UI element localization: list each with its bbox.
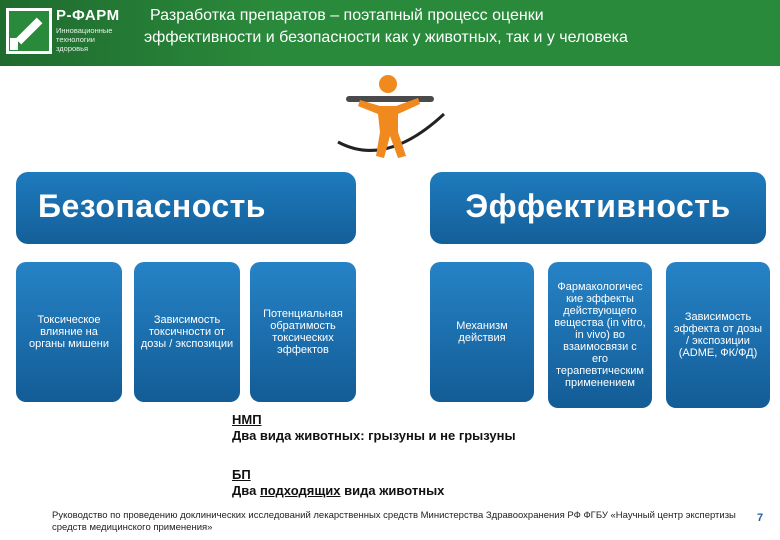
page-title (138, 5, 768, 49)
safety-item-target-organs: Токсическое влияние на органы мишени (16, 262, 122, 402)
header-bar (0, 0, 780, 66)
nmp-note (232, 412, 516, 444)
bp-suffix: вида животных (340, 483, 445, 498)
safety-title: Безопасность (38, 188, 266, 224)
safety-item-reversibility: Потенциальная обратимость токсических эффектов (250, 262, 356, 402)
nmp-title: НМП (232, 412, 262, 427)
bp-title: БП (232, 467, 251, 482)
tightrope-walker-icon (336, 70, 446, 170)
bp-note (232, 467, 444, 499)
logo-tagline: Инновационные технологии здоровья (56, 26, 113, 53)
r-pharm-logo-icon (6, 8, 52, 54)
efficacy-item-mechanism: Механизм действия (430, 262, 534, 402)
footer-source: Руководство по проведению доклинических исследований лекарственных средств Министерства Здравоохранения РФ ФГБУ «Научный центр экспертизы средств медицинского применения» (52, 510, 736, 533)
title-line-1: Разработка препаратов – поэтапный процесс оценки (150, 7, 544, 24)
efficacy-item-dose-response: Зависимость эффекта от дозы / экспозиции (ADME, ФК/ФД) (666, 262, 770, 408)
nmp-text: Два вида животных: грызуны и не грызуны (232, 428, 516, 443)
bp-prefix: Два (232, 483, 260, 498)
efficacy-title: Эффективность (465, 188, 731, 224)
safety-item-dose-dependence: Зависимость токсичности от дозы / экспозиции (134, 262, 240, 402)
page-number: 7 (757, 512, 764, 524)
bp-text (232, 483, 444, 499)
bp-underlined: подходящих (259, 483, 341, 498)
efficacy-item-pharmacology: Фармакологичес кие эффекты действующего вещества (in vitro, in vivo) во взаимосвязи с его терапевтическим применением (548, 262, 652, 408)
title-line-2: эффективности и безопасности как у животных, так и у человека (144, 29, 628, 46)
logo-name: Р-ФАРМ (56, 7, 120, 24)
efficacy-header (430, 172, 766, 244)
safety-header (16, 172, 356, 244)
